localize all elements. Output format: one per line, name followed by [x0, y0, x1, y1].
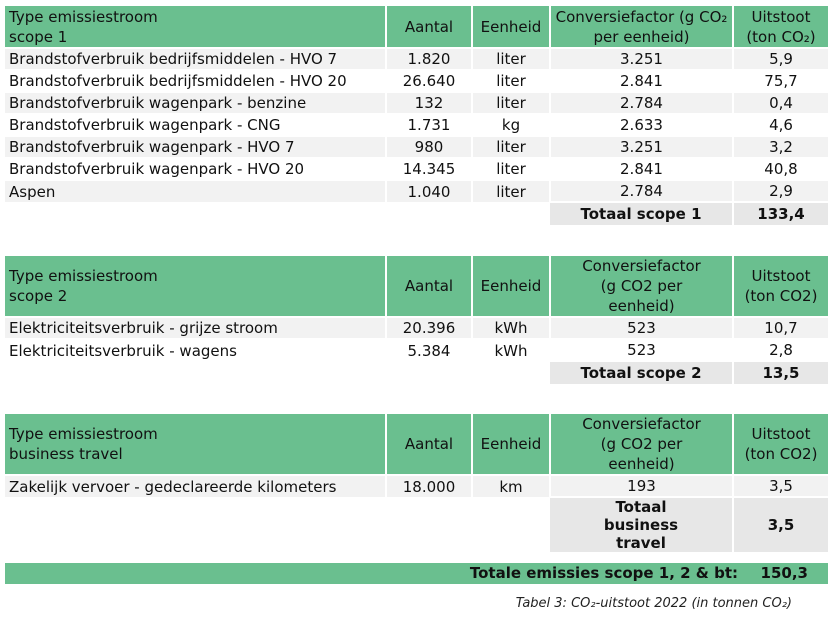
row-factor: 523 [550, 339, 733, 361]
row-aantal: 1.040 [386, 180, 472, 202]
row-eenheid: liter [472, 70, 550, 92]
row-uitstoot: 75,7 [733, 70, 828, 92]
row-eenheid: liter [472, 92, 550, 114]
scope1-table [5, 6, 828, 225]
business-total-row [5, 497, 828, 552]
row-factor: 523 [550, 317, 733, 339]
row-factor: 2.841 [550, 70, 733, 92]
row-factor: 193 [550, 475, 733, 497]
scope1-aantal-header: Aantal [386, 6, 472, 48]
table-row [5, 317, 828, 339]
row-label: Brandstofverbruik wagenpark - HVO 7 [5, 136, 386, 158]
table-row [5, 180, 828, 202]
table-row [5, 114, 828, 136]
row-uitstoot: 2,9 [733, 180, 828, 202]
row-aantal: 1.731 [386, 114, 472, 136]
row-factor: 2.784 [550, 180, 733, 202]
scope1-type-line2: scope 1 [9, 27, 68, 46]
row-aantal: 18.000 [386, 475, 472, 497]
row-label: Brandstofverbruik wagenpark - CNG [5, 114, 386, 136]
table-row [5, 136, 828, 158]
table-row [5, 158, 828, 180]
row-aantal: 5.384 [386, 339, 472, 361]
scope1-factor-header: Conversiefactor (g CO₂ per eenheid) [550, 6, 733, 48]
scope2-eenheid-header: Eenheid [472, 256, 550, 317]
row-eenheid: liter [472, 180, 550, 202]
scope1-total-row [5, 202, 828, 225]
row-label: Elektriciteitsverbruik - grijze stroom [5, 317, 386, 339]
business-total-value: 3,5 [733, 497, 828, 552]
business-type-line1: Type emissiestroom [9, 425, 158, 443]
row-eenheid: liter [472, 158, 550, 180]
business-type-line2: business travel [9, 445, 123, 463]
business-header-row [5, 414, 828, 475]
row-label: Aspen [5, 180, 386, 202]
row-aantal: 980 [386, 136, 472, 158]
scope2-type-header [5, 256, 386, 317]
scope2-table [5, 256, 828, 384]
scope1-type-line1: Type emissiestroom [9, 7, 158, 26]
row-label: Brandstofverbruik wagenpark - benzine [5, 92, 386, 114]
scope2-total-row [5, 361, 828, 384]
business-aantal-header: Aantal [386, 414, 472, 475]
row-label: Brandstofverbruik bedrijfsmiddelen - HVO 20 [5, 70, 386, 92]
row-label: Zakelijk vervoer - gedeclareerde kilometers [5, 475, 386, 497]
row-eenheid: km [472, 475, 550, 497]
grand-total-value: 150,3 [760, 564, 808, 582]
row-aantal: 20.396 [386, 317, 472, 339]
row-factor: 3.251 [550, 48, 733, 70]
row-eenheid: kWh [472, 339, 550, 361]
row-label: Brandstofverbruik wagenpark - HVO 20 [5, 158, 386, 180]
scope1-total-value: 133,4 [733, 202, 828, 225]
row-uitstoot: 40,8 [733, 158, 828, 180]
row-uitstoot: 3,5 [733, 475, 828, 497]
scope1-body [5, 6, 828, 202]
business-travel-table [5, 414, 828, 552]
scope2-uitstoot-header: Uitstoot (ton CO2) [733, 256, 828, 317]
scope2-type-line1: Type emissiestroom [9, 267, 158, 285]
row-uitstoot: 3,2 [733, 136, 828, 158]
row-uitstoot: 10,7 [733, 317, 828, 339]
row-factor: 2.784 [550, 92, 733, 114]
scope2-header-row [5, 256, 828, 317]
row-eenheid: liter [472, 48, 550, 70]
business-total-label: Totaal business travel [550, 497, 733, 552]
business-body [5, 414, 828, 497]
table-row [5, 48, 828, 70]
row-uitstoot: 4,6 [733, 114, 828, 136]
table-row [5, 339, 828, 361]
row-factor: 2.633 [550, 114, 733, 136]
business-factor-header: Conversiefactor (g CO2 per eenheid) [550, 414, 733, 475]
row-eenheid: kWh [472, 317, 550, 339]
scope2-body [5, 256, 828, 361]
table-row [5, 92, 828, 114]
row-label: Brandstofverbruik bedrijfsmiddelen - HVO 7 [5, 48, 386, 70]
business-uitstoot-header: Uitstoot (ton CO2) [733, 414, 828, 475]
scope2-factor-header: Conversiefactor (g CO2 per eenheid) [550, 256, 733, 317]
row-factor: 2.841 [550, 158, 733, 180]
scope1-total-label: Totaal scope 1 [550, 202, 733, 225]
row-aantal: 1.820 [386, 48, 472, 70]
row-label: Elektriciteitsverbruik - wagens [5, 339, 386, 361]
scope2-total-label: Totaal scope 2 [550, 361, 733, 384]
business-type-header [5, 414, 386, 475]
scope2-type-line2: scope 2 [9, 287, 68, 305]
scope2-aantal-header: Aantal [386, 256, 472, 317]
business-eenheid-header: Eenheid [472, 414, 550, 475]
row-eenheid: kg [472, 114, 550, 136]
scope1-header-row [5, 6, 828, 48]
grand-total-bar [5, 563, 828, 584]
row-aantal: 132 [386, 92, 472, 114]
row-uitstoot: 2,8 [733, 339, 828, 361]
scope1-uitstoot-header: Uitstoot (ton CO₂) [733, 6, 828, 48]
scope2-total-value: 13,5 [733, 361, 828, 384]
scope1-eenheid-header: Eenheid [472, 6, 550, 48]
scope1-type-header [5, 6, 386, 48]
row-aantal: 14.345 [386, 158, 472, 180]
table-row [5, 475, 828, 497]
row-aantal: 26.640 [386, 70, 472, 92]
grand-total-label: Totale emissies scope 1, 2 & bt: [469, 564, 738, 582]
row-uitstoot: 5,9 [733, 48, 828, 70]
table-row [5, 70, 828, 92]
row-factor: 3.251 [550, 136, 733, 158]
row-eenheid: liter [472, 136, 550, 158]
table-caption: Tabel 3: CO₂-uitstoot 2022 (in tonnen CO₂) [515, 596, 792, 611]
row-uitstoot: 0,4 [733, 92, 828, 114]
